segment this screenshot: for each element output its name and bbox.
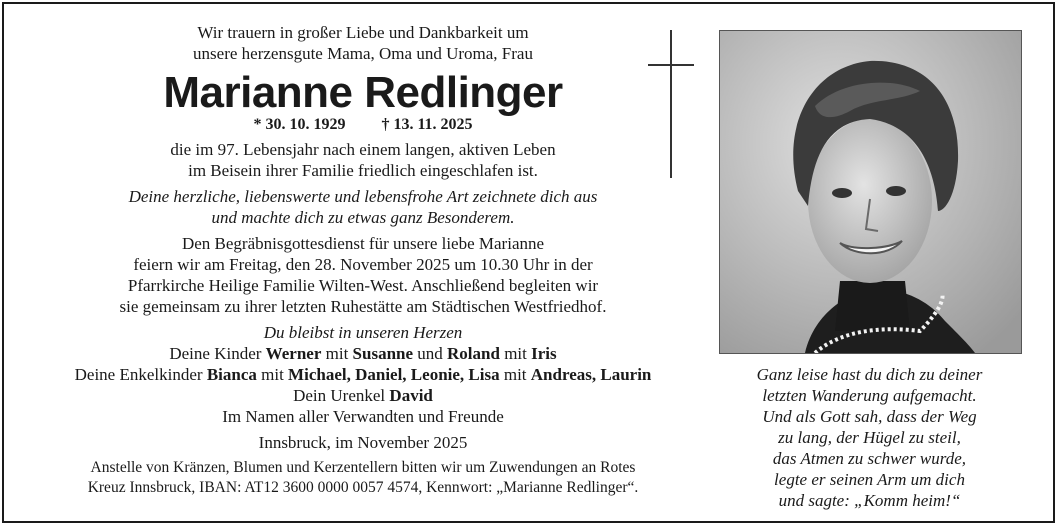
family-enkel: Deine Enkelkinder Bianca mit Michael, Daniel, Leonie, Lisa mit Andreas, Laurin xyxy=(74,365,652,384)
poem-line: legte er seinen Arm um dich xyxy=(774,470,965,489)
death-text-2: im Beisein ihrer Familie friedlich eingeschlafen ist. xyxy=(188,161,538,180)
portrait-image xyxy=(720,31,1021,353)
place-date: Innsbruck, im November 2025 xyxy=(258,433,468,452)
funeral-2: feiern wir am Freitag, den 28. November 2025 um 10.30 Uhr in der xyxy=(133,255,593,274)
donation-2: Kreuz Innsbruck, IBAN: AT12 3600 0000 0057 4574, Kennwort: „Marianne Redlinger“. xyxy=(87,479,639,496)
funeral-3: Pfarrkirche Heilige Familie Wilten-West. Anschließend begleiten wir xyxy=(127,276,599,295)
obituary-text xyxy=(20,22,706,498)
birth-date: * 30. 10. 1929 xyxy=(253,116,346,133)
intro-line-1: Wir trauern in großer Liebe und Dankbarkeit um xyxy=(197,23,529,42)
death-text-1: die im 97. Lebensjahr nach einem langen, aktiven Leben xyxy=(170,140,556,159)
poem-line: und sagte: „Komm heim!“ xyxy=(778,491,961,510)
tribute-1: Deine herzliche, liebenswerte und lebensfrohe Art zeichnete dich aus xyxy=(128,187,598,206)
poem-line: letzten Wanderung aufgemacht. xyxy=(762,386,977,405)
poem-line: zu lang, der Hügel zu steil, xyxy=(778,428,961,447)
deceased-name: Marianne Redlinger xyxy=(163,68,563,117)
death-date: † 13. 11. 2025 xyxy=(381,116,473,133)
tribute-2: und machte dich zu etwas ganz Besonderem. xyxy=(211,208,515,227)
life-dates xyxy=(20,116,706,134)
family-urenkel: Dein Urenkel David xyxy=(293,386,433,405)
cross-icon xyxy=(648,30,694,178)
donation-1: Anstelle von Kränzen, Blumen und Kerzentellern bitten wir um Zuwendungen an Rotes xyxy=(90,459,636,476)
family-kinder: Deine Kinder Werner mit Susanne und Roland mit Iris xyxy=(169,344,557,363)
intro-line-2: unsere herzensgute Mama, Oma und Uroma, Frau xyxy=(193,44,533,63)
portrait-photo xyxy=(719,30,1022,354)
poem-line: Ganz leise hast du dich zu deiner xyxy=(756,365,983,384)
funeral-1: Den Begräbnisgottesdienst für unsere liebe Marianne xyxy=(181,234,545,253)
heart-line: Du bleibst in unseren Herzen xyxy=(263,323,463,342)
poem-line: das Atmen zu schwer wurde, xyxy=(772,449,967,468)
poem-line: Und als Gott sah, dass der Weg xyxy=(762,407,977,426)
poem xyxy=(719,364,1020,511)
family-others: Im Namen aller Verwandten und Freunde xyxy=(222,407,504,426)
funeral-4: sie gemeinsam zu ihrer letzten Ruhestätte am Städtischen Westfriedhof. xyxy=(119,297,607,316)
